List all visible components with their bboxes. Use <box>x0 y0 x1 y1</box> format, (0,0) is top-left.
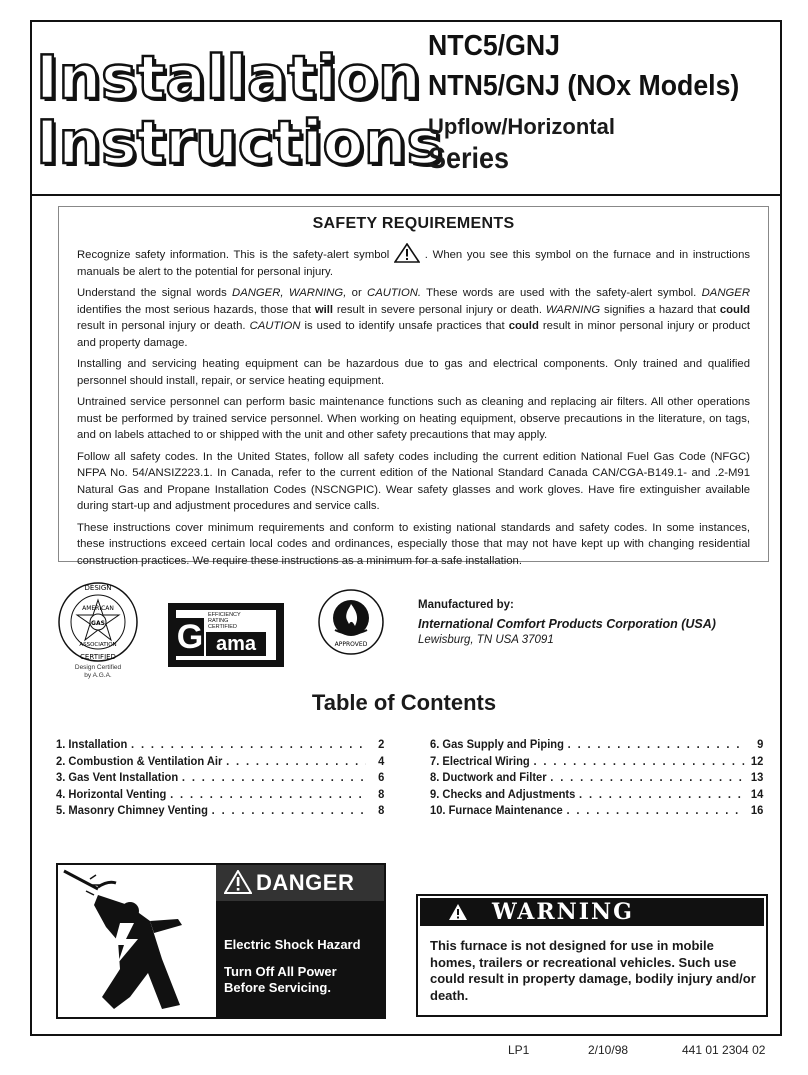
approved-text: APPROVED <box>334 641 368 648</box>
danger-header <box>216 865 384 901</box>
safety-paragraph-3: Installing and servicing heating equipment can be hazardous due to gas and electrical components. Only trained and qualified personnel should install, repair, or service heating equipment. <box>77 358 750 387</box>
toc-entry-label: 7. Electrical Wiring <box>430 753 530 768</box>
approved-seal-logo <box>317 588 385 656</box>
safety-paragraph-1 <box>77 243 750 280</box>
aga-bottom-text: CERTIFIED <box>80 653 116 661</box>
emphasis-word: could <box>719 303 750 316</box>
manufacturer-name: International Comfort Products Corporation (USA) <box>418 617 716 631</box>
subtitle: Upflow/Horizontal <box>428 114 615 139</box>
toc-entry[interactable] <box>56 754 384 771</box>
toc-leader <box>579 787 745 801</box>
toc-entry-label: 3. Gas Vent Installation <box>56 770 179 784</box>
safety-text: Recognize safety information. This is the safety-alert symbol <box>77 249 390 261</box>
signal-word: WARNING <box>545 303 601 316</box>
toc-leader <box>533 754 744 768</box>
danger-hazard-text: Electric Shock Hazard <box>224 937 361 952</box>
gama-small-line: RATING <box>208 618 229 624</box>
toc-entry-page: 2 <box>378 737 385 751</box>
warning-alert-icon <box>448 903 468 921</box>
toc-entry-label: 5. Masonry Chimney Venting <box>56 803 208 817</box>
model-number-1: NTC5/GNJ <box>428 30 560 62</box>
manufacturer-label: Manufactured by: <box>418 599 514 611</box>
gama-efficiency-logo <box>168 603 284 667</box>
title-installation: Installation <box>36 43 421 113</box>
toc-entry-label: 2. Combustion & Ventilation Air <box>56 753 223 768</box>
safety-text: is used to identify unsafe practices that <box>300 320 509 332</box>
toc-entry[interactable] <box>56 803 384 820</box>
signal-word: CAUTION. <box>367 287 422 299</box>
safety-paragraph-2 <box>77 285 750 351</box>
toc-title: Table of Contents <box>311 690 497 715</box>
footer-code: LP1 <box>508 1043 530 1057</box>
toc-entry-page: 12 <box>750 753 764 768</box>
toc-entry-page: 9 <box>757 737 764 751</box>
warning-body: This furnace is not designed for use in mobile homes, trailers or recreational vehicles. Such use could result in property damage, bodily injury and/or death. <box>430 938 756 1003</box>
title-instructions: Instructions <box>36 108 443 178</box>
emphasis-word: could <box>508 320 539 332</box>
safety-text: . When you see this symbol on the furnace and in instructions manuals be alert to the potential for personal injury. <box>77 249 751 278</box>
gama-wordmark: ama <box>206 632 266 656</box>
danger-panel <box>56 863 386 1019</box>
warning-heading-text: WARNING <box>492 899 634 925</box>
toc-entry-page: 6 <box>378 770 385 784</box>
danger-alert-icon <box>224 870 252 894</box>
gama-g-letter: G <box>176 618 204 656</box>
gama-small-text <box>208 612 241 630</box>
danger-message-area <box>216 865 384 1017</box>
toc-entry[interactable] <box>56 737 384 754</box>
safety-requirements-box <box>58 206 769 567</box>
safety-text: Understand the signal words <box>77 287 233 299</box>
gama-small-line: EFFICIENCY <box>208 612 241 618</box>
toc-entry[interactable] <box>56 770 384 787</box>
danger-instruction-line: Turn Off All Power <box>224 964 337 979</box>
aga-mid-text: AMERICAN <box>82 605 114 612</box>
toc-leader <box>566 803 744 817</box>
danger-instruction-line: Before Servicing. <box>224 980 331 995</box>
toc-entry[interactable] <box>430 737 763 754</box>
safety-text: result in minor personal injury or product and property damage. <box>77 320 750 349</box>
warning-panel <box>416 894 768 1017</box>
toc-leader <box>568 737 745 751</box>
toc-entry-label: 10. Furnace Maintenance <box>430 803 563 817</box>
aga-center-text: GAS <box>91 620 105 627</box>
safety-alert-icon <box>394 243 420 263</box>
toc-leader <box>182 770 366 784</box>
aga-caption-line: by A.G.A. <box>84 672 112 679</box>
manufacturer-address: Lewisburg, TN USA 37091 <box>418 634 554 646</box>
safety-text: or <box>346 287 368 299</box>
aga-assoc-text: ASSOCIATION <box>79 642 117 648</box>
series-label: Series <box>428 142 510 175</box>
safety-paragraph-6: These instructions cover minimum requirements and conform to existing national standards and safety codes. In some instances, these instructions exceed certain local codes and ordinances, especially those that may not have kept up with changing residential construction practices. We require these instructions as a minimum for a safe installation. <box>77 521 750 567</box>
toc-leader <box>226 754 366 768</box>
toc-leader <box>212 803 366 817</box>
safety-text: These words are used with the safety-alert symbol. <box>421 287 702 299</box>
toc-entry[interactable] <box>430 803 763 820</box>
danger-instruction <box>224 964 337 996</box>
warning-header <box>420 898 764 926</box>
safety-paragraph-4: Untrained service personnel can perform basic maintenance functions such as cleaning and replacing air filters. All other operations must be performed by trained service personnel. When working on heating equipment, observe precautions in the literature, on tags, and on labels attached to or shipped with the unit and other safety precautions that may apply. <box>77 396 750 441</box>
aga-caption <box>60 664 136 680</box>
toc-entry-label: 8. Ductwork and Filter <box>430 770 547 784</box>
toc-leader <box>131 737 366 751</box>
aga-caption-line: Design Certified <box>74 664 122 671</box>
toc-leader <box>550 770 744 784</box>
toc-left-column <box>56 737 386 820</box>
model-number-2: NTN5/GNJ (NOx Models) <box>428 70 740 102</box>
toc-entry-page: 14 <box>750 786 764 801</box>
safety-paragraph-5: Follow all safety codes. In the United States, follow all safety codes including the current edition National Fuel Gas Code (NFGC) NFPA No. 54/ANSIZ223.1. In Canada, refer to the current edition of the National Standard Canada CAN/CGA-B149.1- and .2-M91 Natural Gas and Propane Installation Codes (NSCNGPIC). Wear safety glasses and work gloves. Have fire extinguisher available during start-up and adjustment procedures and service calls. <box>77 450 750 512</box>
toc-entry-page: 4 <box>378 753 385 768</box>
footer-date: 2/10/98 <box>588 1043 629 1057</box>
safety-text: signifies a hazard that <box>600 303 720 316</box>
toc-entry[interactable] <box>56 787 384 804</box>
toc-entry[interactable] <box>430 787 763 804</box>
safety-text: result in personal injury or death. <box>77 320 250 332</box>
signal-word: DANGER, WARNING, <box>232 287 347 299</box>
signal-word: CAUTION <box>249 320 301 332</box>
safety-title: SAFETY REQUIREMENTS <box>312 215 515 232</box>
toc-entry-label: 6. Gas Supply and Piping <box>430 737 564 751</box>
toc-entry-label: 9. Checks and Adjustments <box>430 786 576 801</box>
toc-entry[interactable] <box>430 754 763 771</box>
toc-entry-page: 8 <box>378 803 385 817</box>
footer-part-number: 441 01 2304 02 <box>682 1043 766 1057</box>
safety-text: identifies the most serious hazards, those that <box>77 303 315 316</box>
toc-entry-page: 8 <box>378 786 385 801</box>
emphasis-word: will <box>314 303 334 316</box>
danger-heading-text: DANGER <box>256 870 355 895</box>
gama-inner <box>176 610 276 660</box>
toc-entry-page: 13 <box>750 770 764 784</box>
header-divider <box>32 194 780 196</box>
aga-top-text: DESIGN <box>84 584 112 592</box>
toc-entry-label: 4. Horizontal Venting <box>56 786 167 801</box>
toc-right-column <box>430 737 765 820</box>
aga-certification-logo <box>56 580 140 664</box>
toc-entry-page: 16 <box>750 803 764 817</box>
signal-word: DANGER <box>701 287 750 299</box>
toc-entry-label: 1. Installation <box>56 737 128 751</box>
gama-small-line: CERTIFIED <box>208 624 237 630</box>
safety-text: result in severe personal injury or death. <box>333 303 546 316</box>
electric-shock-icon <box>58 865 214 1017</box>
toc-entry[interactable] <box>430 770 763 787</box>
toc-leader <box>170 787 366 801</box>
